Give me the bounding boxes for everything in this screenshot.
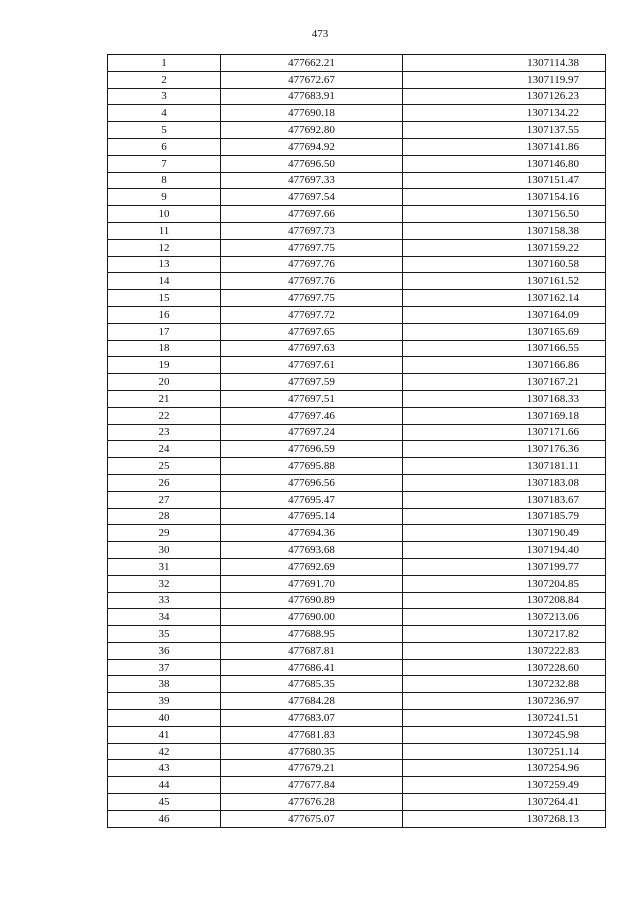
table-row (108, 357, 606, 374)
point-number-cell: 18 (108, 340, 221, 357)
y-coordinate-cell: 1307268.13 (403, 810, 606, 827)
y-coordinate-cell: 1307259.49 (403, 777, 606, 794)
x-coordinate-cell: 477686.41 (221, 659, 403, 676)
point-number-cell: 39 (108, 693, 221, 710)
y-coordinate-cell: 1307245.98 (403, 726, 606, 743)
point-number-cell: 16 (108, 306, 221, 323)
point-number-cell: 46 (108, 810, 221, 827)
point-number-cell: 13 (108, 256, 221, 273)
table-row (108, 222, 606, 239)
y-coordinate-cell: 1307183.08 (403, 474, 606, 491)
point-number-cell: 42 (108, 743, 221, 760)
y-coordinate-cell: 1307251.14 (403, 743, 606, 760)
y-coordinate-cell: 1307114.38 (403, 55, 606, 72)
point-number-cell: 1 (108, 55, 221, 72)
table-row (108, 239, 606, 256)
x-coordinate-cell: 477697.66 (221, 206, 403, 223)
y-coordinate-cell: 1307222.83 (403, 642, 606, 659)
table-row (108, 525, 606, 542)
x-coordinate-cell: 477697.51 (221, 390, 403, 407)
y-coordinate-cell: 1307176.36 (403, 441, 606, 458)
point-number-cell: 3 (108, 88, 221, 105)
x-coordinate-cell: 477677.84 (221, 777, 403, 794)
table-row (108, 474, 606, 491)
x-coordinate-cell: 477690.18 (221, 105, 403, 122)
point-number-cell: 24 (108, 441, 221, 458)
y-coordinate-cell: 1307241.51 (403, 710, 606, 727)
y-coordinate-cell: 1307264.41 (403, 794, 606, 811)
y-coordinate-cell: 1307151.47 (403, 172, 606, 189)
point-number-cell: 34 (108, 609, 221, 626)
x-coordinate-cell: 477680.35 (221, 743, 403, 760)
point-number-cell: 6 (108, 138, 221, 155)
point-number-cell: 35 (108, 626, 221, 643)
point-number-cell: 32 (108, 575, 221, 592)
x-coordinate-cell: 477691.70 (221, 575, 403, 592)
point-number-cell: 12 (108, 239, 221, 256)
table-row (108, 491, 606, 508)
y-coordinate-cell: 1307166.55 (403, 340, 606, 357)
point-number-cell: 7 (108, 155, 221, 172)
point-number-cell: 41 (108, 726, 221, 743)
y-coordinate-cell: 1307166.86 (403, 357, 606, 374)
table-row (108, 323, 606, 340)
point-number-cell: 5 (108, 122, 221, 139)
table-row (108, 441, 606, 458)
x-coordinate-cell: 477662.21 (221, 55, 403, 72)
point-number-cell: 4 (108, 105, 221, 122)
table-row (108, 340, 606, 357)
y-coordinate-cell: 1307134.22 (403, 105, 606, 122)
y-coordinate-cell: 1307141.86 (403, 138, 606, 155)
x-coordinate-cell: 477697.33 (221, 172, 403, 189)
x-coordinate-cell: 477672.67 (221, 71, 403, 88)
point-number-cell: 23 (108, 424, 221, 441)
table-row (108, 206, 606, 223)
table-row (108, 810, 606, 827)
table-row (108, 710, 606, 727)
x-coordinate-cell: 477696.50 (221, 155, 403, 172)
y-coordinate-cell: 1307146.80 (403, 155, 606, 172)
point-number-cell: 20 (108, 374, 221, 391)
x-coordinate-cell: 477697.75 (221, 290, 403, 307)
x-coordinate-cell: 477697.65 (221, 323, 403, 340)
x-coordinate-cell: 477696.56 (221, 474, 403, 491)
y-coordinate-cell: 1307158.38 (403, 222, 606, 239)
x-coordinate-cell: 477697.59 (221, 374, 403, 391)
x-coordinate-cell: 477695.88 (221, 458, 403, 475)
table-row (108, 508, 606, 525)
x-coordinate-cell: 477695.14 (221, 508, 403, 525)
point-number-cell: 45 (108, 794, 221, 811)
table-row (108, 71, 606, 88)
point-number-cell: 29 (108, 525, 221, 542)
point-number-cell: 2 (108, 71, 221, 88)
y-coordinate-cell: 1307232.88 (403, 676, 606, 693)
table-row (108, 626, 606, 643)
x-coordinate-cell: 477679.21 (221, 760, 403, 777)
x-coordinate-cell: 477685.35 (221, 676, 403, 693)
table-row (108, 105, 606, 122)
x-coordinate-cell: 477697.76 (221, 273, 403, 290)
y-coordinate-cell: 1307161.52 (403, 273, 606, 290)
coordinates-table-body (108, 55, 606, 828)
table-row (108, 542, 606, 559)
table-row (108, 676, 606, 693)
page-number: 473 (311, 28, 329, 40)
y-coordinate-cell: 1307171.66 (403, 424, 606, 441)
x-coordinate-cell: 477696.59 (221, 441, 403, 458)
table-row (108, 592, 606, 609)
y-coordinate-cell: 1307199.77 (403, 558, 606, 575)
point-number-cell: 22 (108, 407, 221, 424)
table-row (108, 122, 606, 139)
y-coordinate-cell: 1307204.85 (403, 575, 606, 592)
point-number-cell: 17 (108, 323, 221, 340)
point-number-cell: 21 (108, 390, 221, 407)
point-number-cell: 11 (108, 222, 221, 239)
point-number-cell: 14 (108, 273, 221, 290)
point-number-cell: 43 (108, 760, 221, 777)
x-coordinate-cell: 477675.07 (221, 810, 403, 827)
table-row (108, 575, 606, 592)
table-row (108, 306, 606, 323)
point-number-cell: 9 (108, 189, 221, 206)
point-number-cell: 25 (108, 458, 221, 475)
x-coordinate-cell: 477681.83 (221, 726, 403, 743)
table-row (108, 777, 606, 794)
x-coordinate-cell: 477697.75 (221, 239, 403, 256)
x-coordinate-cell: 477688.95 (221, 626, 403, 643)
x-coordinate-cell: 477697.63 (221, 340, 403, 357)
point-number-cell: 40 (108, 710, 221, 727)
x-coordinate-cell: 477690.89 (221, 592, 403, 609)
table-row (108, 659, 606, 676)
y-coordinate-cell: 1307183.67 (403, 491, 606, 508)
y-coordinate-cell: 1307217.82 (403, 626, 606, 643)
y-coordinate-cell: 1307164.09 (403, 306, 606, 323)
point-number-cell: 37 (108, 659, 221, 676)
x-coordinate-cell: 477697.76 (221, 256, 403, 273)
y-coordinate-cell: 1307190.49 (403, 525, 606, 542)
point-number-cell: 31 (108, 558, 221, 575)
table-row (108, 256, 606, 273)
table-row (108, 794, 606, 811)
point-number-cell: 15 (108, 290, 221, 307)
point-number-cell: 33 (108, 592, 221, 609)
table-row (108, 155, 606, 172)
y-coordinate-cell: 1307185.79 (403, 508, 606, 525)
y-coordinate-cell: 1307119.97 (403, 71, 606, 88)
x-coordinate-cell: 477690.00 (221, 609, 403, 626)
y-coordinate-cell: 1307213.06 (403, 609, 606, 626)
table-row (108, 138, 606, 155)
table-row (108, 374, 606, 391)
y-coordinate-cell: 1307137.55 (403, 122, 606, 139)
x-coordinate-cell: 477697.73 (221, 222, 403, 239)
table-row (108, 172, 606, 189)
x-coordinate-cell: 477697.24 (221, 424, 403, 441)
table-row (108, 743, 606, 760)
x-coordinate-cell: 477694.36 (221, 525, 403, 542)
y-coordinate-cell: 1307160.58 (403, 256, 606, 273)
x-coordinate-cell: 477695.47 (221, 491, 403, 508)
x-coordinate-cell: 477697.54 (221, 189, 403, 206)
y-coordinate-cell: 1307169.18 (403, 407, 606, 424)
table-row (108, 273, 606, 290)
table-row (108, 693, 606, 710)
y-coordinate-cell: 1307167.21 (403, 374, 606, 391)
table-row (108, 88, 606, 105)
table-row (108, 424, 606, 441)
y-coordinate-cell: 1307194.40 (403, 542, 606, 559)
y-coordinate-cell: 1307181.11 (403, 458, 606, 475)
table-row (108, 290, 606, 307)
y-coordinate-cell: 1307254.96 (403, 760, 606, 777)
point-number-cell: 27 (108, 491, 221, 508)
x-coordinate-cell: 477693.68 (221, 542, 403, 559)
point-number-cell: 44 (108, 777, 221, 794)
y-coordinate-cell: 1307168.33 (403, 390, 606, 407)
coordinates-table (107, 54, 606, 828)
table-row (108, 189, 606, 206)
x-coordinate-cell: 477683.07 (221, 710, 403, 727)
table-row (108, 642, 606, 659)
table-row (108, 726, 606, 743)
x-coordinate-cell: 477697.72 (221, 306, 403, 323)
x-coordinate-cell: 477697.46 (221, 407, 403, 424)
y-coordinate-cell: 1307156.50 (403, 206, 606, 223)
x-coordinate-cell: 477694.92 (221, 138, 403, 155)
y-coordinate-cell: 1307236.97 (403, 693, 606, 710)
point-number-cell: 10 (108, 206, 221, 223)
x-coordinate-cell: 477697.61 (221, 357, 403, 374)
table-row (108, 458, 606, 475)
table-row (108, 609, 606, 626)
y-coordinate-cell: 1307159.22 (403, 239, 606, 256)
table-row (108, 558, 606, 575)
x-coordinate-cell: 477692.69 (221, 558, 403, 575)
x-coordinate-cell: 477684.28 (221, 693, 403, 710)
y-coordinate-cell: 1307208.84 (403, 592, 606, 609)
table-row (108, 407, 606, 424)
point-number-cell: 38 (108, 676, 221, 693)
table-row (108, 390, 606, 407)
y-coordinate-cell: 1307154.16 (403, 189, 606, 206)
y-coordinate-cell: 1307165.69 (403, 323, 606, 340)
y-coordinate-cell: 1307126.23 (403, 88, 606, 105)
x-coordinate-cell: 477687.81 (221, 642, 403, 659)
y-coordinate-cell: 1307228.60 (403, 659, 606, 676)
point-number-cell: 28 (108, 508, 221, 525)
point-number-cell: 26 (108, 474, 221, 491)
point-number-cell: 30 (108, 542, 221, 559)
x-coordinate-cell: 477692.80 (221, 122, 403, 139)
x-coordinate-cell: 477676.28 (221, 794, 403, 811)
x-coordinate-cell: 477683.91 (221, 88, 403, 105)
point-number-cell: 36 (108, 642, 221, 659)
point-number-cell: 8 (108, 172, 221, 189)
point-number-cell: 19 (108, 357, 221, 374)
y-coordinate-cell: 1307162.14 (403, 290, 606, 307)
table-row (108, 760, 606, 777)
table-row (108, 55, 606, 72)
